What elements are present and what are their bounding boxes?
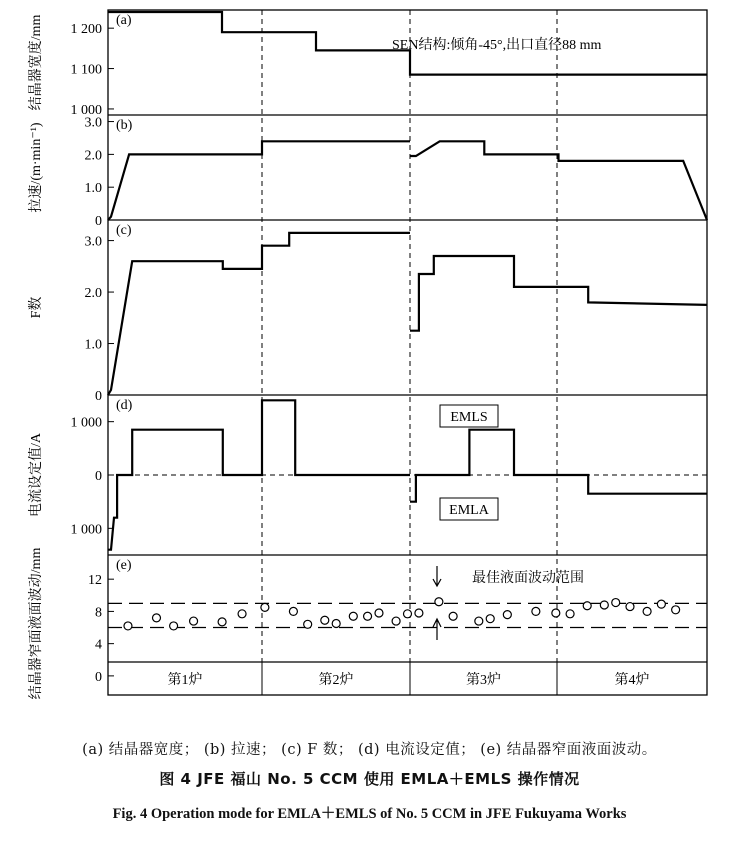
scatter-point: [218, 618, 226, 626]
heat-label: 第4炉: [614, 673, 650, 688]
y-tick-label: 0: [95, 669, 102, 685]
emla-label: EMLA: [449, 503, 489, 518]
y-axis-label: F数: [29, 296, 44, 319]
panel-c: [27, 223, 707, 404]
scatter-point: [124, 622, 132, 630]
arrow-down-icon: [433, 566, 441, 586]
scatter-point: [392, 617, 400, 625]
y-tick-label: 1.0: [84, 337, 102, 353]
scatter-point: [486, 615, 494, 623]
heat-label: 第2炉: [318, 673, 354, 688]
scatter-point: [600, 601, 608, 609]
annotation-sen: SEN结构:倾角-45°,出口直径88 mm: [392, 38, 602, 53]
y-axis-label: 拉速/(m·min⁻¹): [29, 122, 44, 213]
scatter-point: [190, 617, 198, 625]
y-tick-label: 8: [95, 605, 102, 621]
y-axis-label: 结晶器窄面液面波动/mm: [29, 547, 44, 700]
series-line: [410, 141, 707, 220]
scatter-point: [289, 607, 297, 615]
panel-label: (a): [116, 13, 132, 28]
y-tick-label: 1.0: [84, 181, 102, 197]
heat-label: 第1炉: [167, 673, 203, 688]
scatter-point: [415, 609, 423, 617]
scatter-point: [503, 611, 511, 619]
y-tick-label: 12: [88, 573, 102, 589]
y-tick-label: 0: [95, 469, 102, 484]
figure-title-cn: 图 4 JFE 福山 No. 5 CCM 使用 EMLA＋EMLS 操作情况: [159, 770, 580, 788]
series-line: [410, 256, 707, 331]
panel-d: [27, 398, 707, 550]
band-label: 最佳液面波动范围: [472, 571, 584, 586]
heat-label: 第3炉: [466, 673, 501, 688]
panel-label: (c): [116, 223, 132, 238]
scatter-point: [238, 610, 246, 618]
scatter-point: [626, 603, 634, 611]
scatter-point: [375, 609, 383, 617]
scatter-point: [435, 598, 443, 606]
scatter-point: [532, 607, 540, 615]
y-axis-label: 电流设定值/A: [29, 433, 44, 517]
y-tick-label: 1 000: [70, 102, 102, 118]
scatter-point: [566, 610, 574, 618]
scatter-point: [643, 607, 651, 615]
scatter-point: [672, 606, 680, 614]
panel-label: (e): [116, 558, 132, 573]
scatter-point: [332, 620, 340, 628]
series-line: [108, 141, 410, 220]
panel-e: [27, 548, 707, 700]
y-tick-label: 3.0: [84, 234, 102, 250]
series-line: [108, 233, 410, 395]
panel-label: (b): [116, 118, 133, 133]
scatter-point: [475, 617, 483, 625]
scatter-point: [449, 612, 457, 620]
plot-frame: [108, 10, 707, 695]
scatter-point: [657, 600, 665, 608]
scatter-point: [152, 614, 160, 622]
scatter-point: [321, 616, 329, 624]
panel-b: [27, 116, 707, 229]
panel-a: [27, 12, 707, 118]
y-tick-label: 4: [95, 637, 102, 653]
y-tick-label: 1 100: [70, 62, 102, 78]
figure-legend-caption: (a) 结晶器宽度； (b) 拉速； (c) F 数； (d) 电流设定值； (e) 结晶器窄面液面波动。: [82, 742, 657, 758]
emls-label: EMLS: [450, 410, 488, 425]
y-tick-label: 1 000: [70, 415, 102, 431]
scatter-point: [552, 609, 560, 617]
scatter-point: [364, 612, 372, 620]
y-tick-label: 2.0: [84, 286, 102, 302]
panel-label: (d): [116, 398, 133, 413]
series-line: [410, 430, 707, 502]
y-tick-label: 0: [95, 214, 102, 229]
arrow-up-icon: [433, 619, 441, 640]
scatter-point: [404, 610, 412, 618]
y-tick-label: 2.0: [84, 148, 102, 164]
scatter-point: [583, 602, 591, 610]
y-axis-label: 结晶器宽度/mm: [29, 14, 44, 111]
scatter-point: [170, 622, 178, 630]
y-tick-label: 3.0: [84, 115, 102, 131]
scatter-point: [304, 620, 312, 628]
figure-title-en: Fig. 4 Operation mode for EMLA＋EMLS of No. 5 CCM in JFE Fukuyama Works: [112, 806, 627, 822]
y-tick-label: 0: [95, 389, 102, 404]
scatter-point: [261, 603, 269, 611]
y-tick-label: 1 200: [70, 22, 102, 38]
scatter-point: [612, 599, 620, 607]
y-tick-label: 1 000: [70, 522, 102, 538]
scatter-point: [349, 612, 357, 620]
